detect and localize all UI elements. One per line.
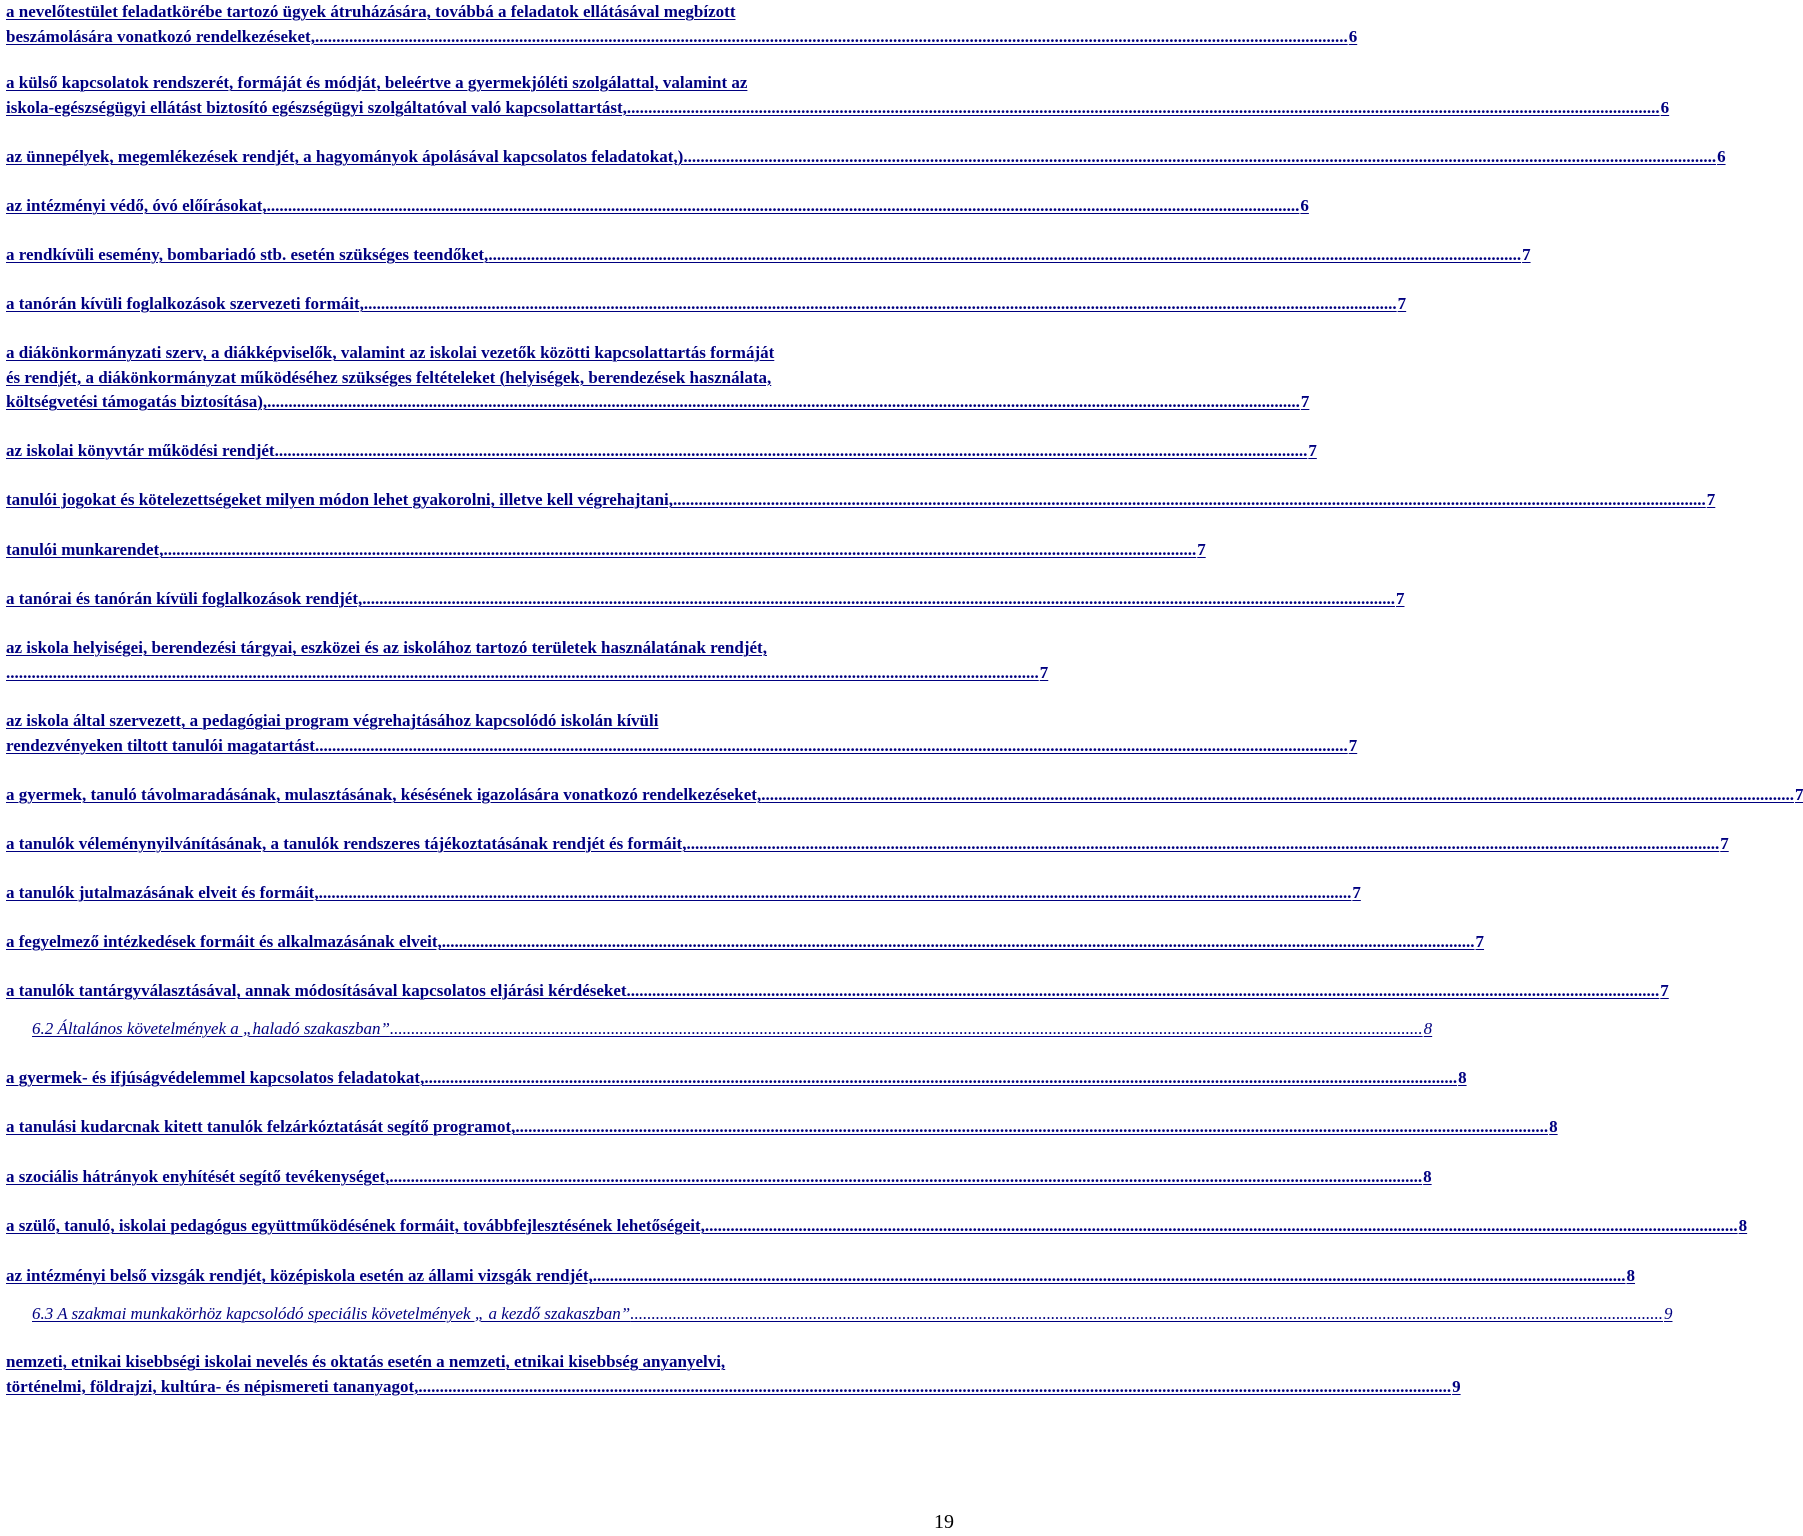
toc-entry-line: a diákönkormányzati szerv, a diákképviselők, valamint az iskolai vezetők közötti kapcsolattartás formáját — [6, 343, 775, 362]
dot-leader — [683, 145, 1716, 170]
toc-entry-discipline[interactable] — [6, 930, 1485, 955]
toc-entry-absence[interactable] — [6, 783, 1803, 808]
toc-section-6-3[interactable] — [32, 1302, 1673, 1327]
toc-entry-line: a tanulási kudarcnak kitett tanulók felzárkóztatását segítő programot, — [6, 1117, 516, 1136]
dot-leader — [627, 979, 1660, 1004]
toc-page-number: 9 — [1663, 1304, 1673, 1323]
dot-leader — [364, 292, 1397, 317]
dot-leader — [390, 1017, 1423, 1042]
toc-entry-social-disadvantage[interactable] — [6, 1165, 1432, 1190]
toc-entry-line: az iskola által szervezett, a pedagógiai program végrehajtásához kapcsolódó iskolán kívüli — [6, 711, 659, 730]
toc-entry-line: 6.3 A szakmai munkakörhöz kapcsolódó speciális követelmények „ a kezdő szakaszban” — [32, 1304, 631, 1323]
toc-entry-line: és rendjét, a diákönkormányzat működéséhez szükséges feltételeket (helyiségek, berendezések használata, — [6, 367, 772, 387]
dot-leader — [442, 930, 1475, 955]
toc-entry-line: az intézményi védő, óvó előírásokat, — [6, 196, 267, 215]
toc-entry-line: a rendkívüli esemény, bombariadó stb. esetén szükséges teendőket, — [6, 245, 489, 264]
toc-section-6-2[interactable] — [32, 1017, 1433, 1042]
toc-page-number: 6 — [1717, 147, 1726, 166]
toc-entry-line: rendezvényeken tiltott tanulói magatartást — [6, 735, 315, 755]
toc-entry-student-rights[interactable] — [6, 488, 1716, 513]
toc-page-number: 7 — [1475, 932, 1485, 951]
toc-entry-line: 6.2 Általános követelmények a „haladó szakaszban” — [32, 1019, 390, 1038]
toc-entry-line: a tanulók véleménynyilvánításának, a tanulók rendszeres tájékoztatásának rendjét és formáit, — [6, 834, 687, 853]
toc-page-number: 7 — [1348, 735, 1358, 755]
dot-leader — [705, 1214, 1738, 1239]
dot-leader — [418, 1375, 1451, 1400]
toc-entry-forbidden-behaviour[interactable] — [6, 709, 1358, 758]
toc-entry-line: tanulói jogokat és kötelezettségeket milyen módon lehet gyakorolni, illetve kell végrehajtani, — [6, 490, 674, 509]
dot-leader — [424, 1066, 1457, 1091]
toc-entry-line: tanulói munkarendet, — [6, 540, 164, 559]
toc-page-number: 6 — [1300, 196, 1309, 215]
toc-entry-minority-education[interactable] — [6, 1350, 1461, 1399]
toc-page-number: 9 — [1452, 1376, 1461, 1396]
toc-entry-internal-exams[interactable] — [6, 1264, 1636, 1289]
toc-entry-external-relations[interactable] — [6, 71, 1670, 120]
toc-page-number: 7 — [1395, 589, 1405, 608]
toc-entry-premises-usage[interactable] — [6, 636, 1049, 685]
toc-page-number: 7 — [1660, 981, 1669, 1000]
toc-entry-student-government[interactable] — [6, 341, 1310, 415]
toc-page-number: 7 — [1794, 785, 1803, 804]
toc-entry-line: a szociális hátrányok enyhítését segítő tevékenységet, — [6, 1167, 390, 1186]
toc-entry-student-opinion[interactable] — [6, 832, 1729, 857]
toc-page-number: 7 — [1522, 245, 1531, 264]
toc-entry-line: történelmi, földrajzi, kultúra- és népismereti tananyagot, — [6, 1376, 419, 1396]
toc-entry-line: a szülő, tanuló, iskolai pedagógus együttműködésének formáit, továbbfejlesztésének lehetőségeit, — [6, 1216, 705, 1235]
toc-entry-line: az iskolai könyvtár működési rendjét — [6, 441, 275, 460]
toc-page-number: 8 — [1458, 1068, 1467, 1087]
toc-entry-line: nemzeti, etnikai kisebbségi iskolai nevelés és oktatás esetén a nemzeti, etnikai kisebbség anyanyelvi, — [6, 1352, 726, 1371]
toc-entry-protective-rules[interactable] — [6, 194, 1309, 219]
dot-leader — [761, 783, 1794, 808]
toc-entry-line: költségvetési támogatás biztosítása), — [6, 392, 268, 411]
dot-leader — [686, 832, 1719, 857]
dot-leader — [275, 439, 1308, 464]
dot-leader — [362, 587, 1395, 612]
dot-leader — [627, 96, 1660, 121]
dot-leader — [673, 488, 1706, 513]
toc-entry-library[interactable] — [6, 439, 1317, 464]
toc-entry-student-schedule[interactable] — [6, 538, 1206, 563]
toc-page-number: 7 — [1300, 392, 1310, 411]
toc-entry-line: a külső kapcsolatok rendszerét, formáját és módját, beleértve a gyermekjóléti szolgálattal, valamint az — [6, 73, 748, 92]
dot-leader — [315, 734, 1348, 759]
toc-entry-ceremonies[interactable] — [6, 145, 1726, 170]
toc-page-number: 6 — [1660, 97, 1670, 117]
dot-leader — [267, 194, 1300, 219]
dot-leader — [319, 881, 1352, 906]
toc-entry-line: az ünnepélyek, megemlékezések rendjét, a hagyományok ápolásával kapcsolatos feladatokat,) — [6, 147, 684, 166]
toc-entry-emergency[interactable] — [6, 243, 1531, 268]
toc-page-number: 7 — [1397, 294, 1407, 313]
toc-entry-child-protection[interactable] — [6, 1066, 1467, 1091]
toc-entry-line: a tanórán kívüli foglalkozások szervezeti formáit, — [6, 294, 364, 313]
toc-entry-line: a nevelőtestület feladatkörébe tartozó ügyek átruházására, továbbá a feladatok ellátásával megbízott — [6, 2, 736, 21]
toc-entry-line: a gyermek, tanuló távolmaradásának, mulasztásának, késésének igazolására vonatkozó rendelkezéseket, — [6, 785, 762, 804]
toc-entry-delegation[interactable] — [6, 0, 1358, 49]
toc-entry-line: a tanulók jutalmazásának elveit és formáit, — [6, 883, 319, 902]
dot-leader — [6, 661, 1039, 686]
toc-entry-extracurricular-forms[interactable] — [6, 292, 1407, 317]
dot-leader — [488, 243, 1521, 268]
toc-page-number: 8 — [1549, 1117, 1558, 1136]
toc-entry-line: a tanórai és tanórán kívüli foglalkozások rendjét, — [6, 589, 363, 608]
toc-page-number: 7 — [1039, 662, 1049, 682]
toc-page-number: 7 — [1197, 540, 1206, 559]
toc-entry-line: az intézményi belső vizsgák rendjét, középiskola esetén az állami vizsgák rendjét, — [6, 1266, 593, 1285]
toc-page-number: 7 — [1720, 834, 1729, 853]
toc-page-number: 8 — [1423, 1167, 1432, 1186]
toc-entry-line: beszámolására vonatkozó rendelkezéseket, — [6, 26, 315, 46]
dot-leader — [315, 25, 1348, 50]
toc-entry-cooperation[interactable] — [6, 1214, 1748, 1239]
dot-leader — [267, 390, 1300, 415]
toc-page-number: 8 — [1423, 1019, 1433, 1038]
toc-entry-subject-choice[interactable] — [6, 979, 1669, 1004]
page-number: 19 — [934, 1511, 954, 1533]
dot-leader — [630, 1302, 1663, 1327]
toc-page-number: 7 — [1706, 490, 1716, 509]
toc-page-number: 8 — [1626, 1266, 1636, 1285]
toc-entry-rewards[interactable] — [6, 881, 1361, 906]
toc-page-number: 7 — [1352, 883, 1361, 902]
toc-entry-line: az iskola helyiségei, berendezési tárgyai, eszközei és az iskolához tartozó területek használatának rendjét, — [6, 638, 767, 657]
toc-entry-catch-up-program[interactable] — [6, 1115, 1558, 1140]
toc-entry-line: a fegyelmező intézkedések formáit és alkalmazásának elveit, — [6, 932, 442, 951]
dot-leader — [593, 1264, 1626, 1289]
toc-page-number: 6 — [1348, 26, 1358, 46]
dot-leader — [389, 1165, 1422, 1190]
toc-page-number: 7 — [1308, 441, 1317, 460]
dot-leader — [163, 538, 1196, 563]
toc-entry-line: a gyermek- és ifjúságvédelemmel kapcsolatos feladatokat, — [6, 1068, 425, 1087]
toc-entry-lesson-order[interactable] — [6, 587, 1405, 612]
toc-page-number: 8 — [1738, 1216, 1748, 1235]
toc-entry-line: iskola-egészségügyi ellátást biztosító egészségügyi szolgáltatóval való kapcsolattartást, — [6, 97, 627, 117]
dot-leader — [515, 1115, 1548, 1140]
toc-entry-line: a tanulók tantárgyválasztásával, annak módosításával kapcsolatos eljárási kérdéseket — [6, 981, 627, 1000]
